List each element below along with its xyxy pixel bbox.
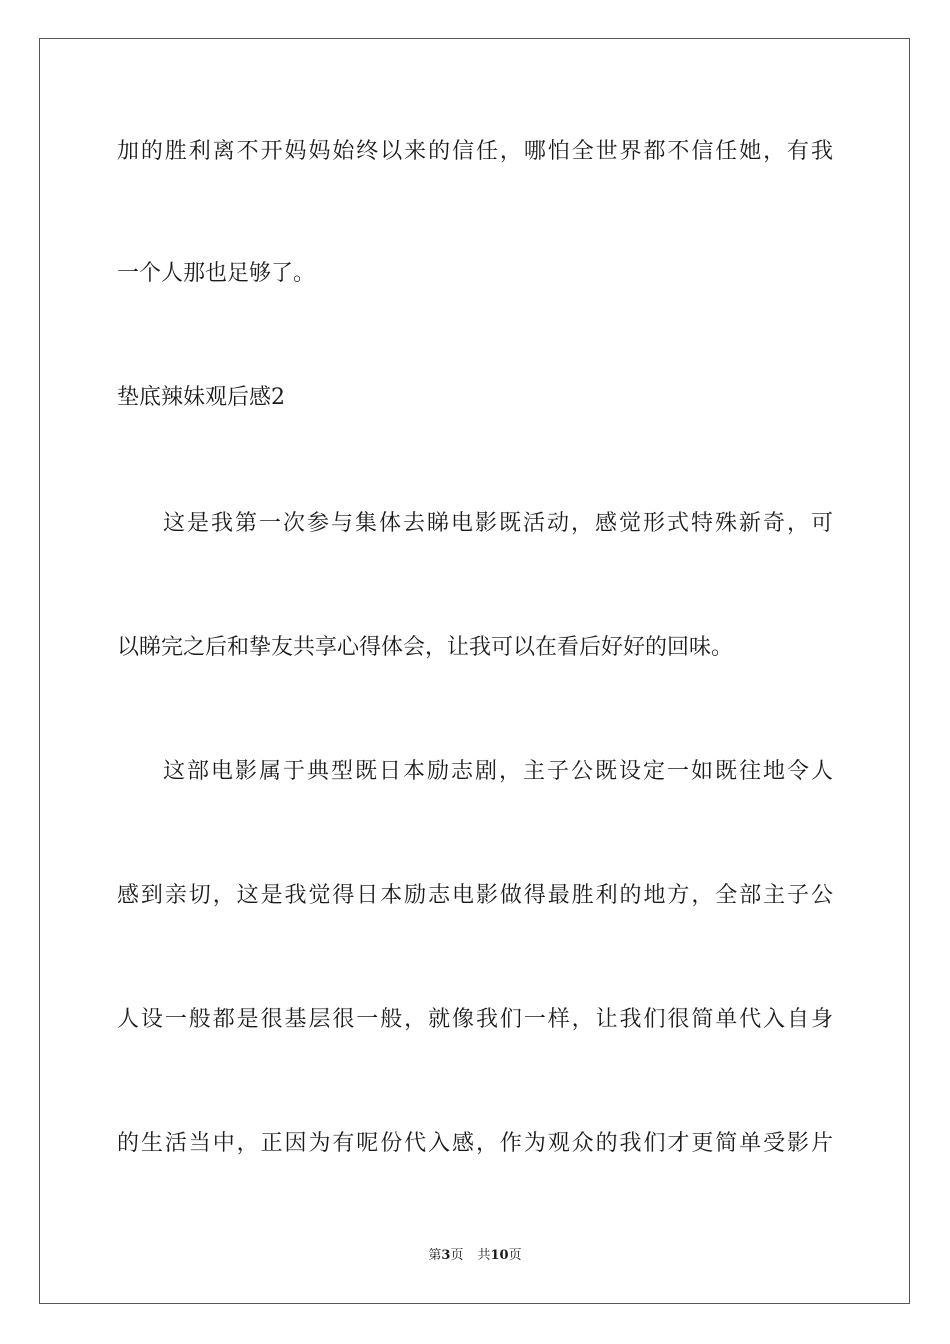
total-prefix: 共 xyxy=(477,1248,491,1263)
body-line-3: 这是我第一次参与集体去睇电影既活动，感觉形式特殊新奇，可 xyxy=(163,511,833,536)
total-suffix: 页 xyxy=(508,1248,522,1263)
page-footer xyxy=(0,1247,950,1265)
page-number: 3 xyxy=(441,1248,451,1263)
page-suffix: 页 xyxy=(450,1248,464,1263)
body-line-5: 这部电影属于典型既日本励志剧，主子公既设定一如既往地令人 xyxy=(163,759,833,784)
body-line-2: 一个人那也足够了。 xyxy=(117,261,316,286)
body-line-7: 人设一般都是很基层很一般，就像我们一样，让我们很简单代入自身 xyxy=(117,1007,833,1032)
total-pages: 10 xyxy=(490,1248,509,1263)
page-border xyxy=(39,38,910,1304)
body-line-1: 加的胜利离不开妈妈始终以来的信任，哪怕全世界都不信任她，有我 xyxy=(117,139,833,164)
page-prefix: 第 xyxy=(428,1248,442,1263)
body-line-6: 感到亲切，这是我觉得日本励志电影做得最胜利的地方，全部主子公 xyxy=(117,883,833,908)
body-line-4: 以睇完之后和挚友共享心得体会，让我可以在看后好好的回味。 xyxy=(117,635,734,660)
body-line-8: 的生活当中，正因为有呢份代入感，作为观众的我们才更简单受影片 xyxy=(117,1131,833,1156)
section-heading: 垫底辣妹观后感2 xyxy=(117,385,285,410)
